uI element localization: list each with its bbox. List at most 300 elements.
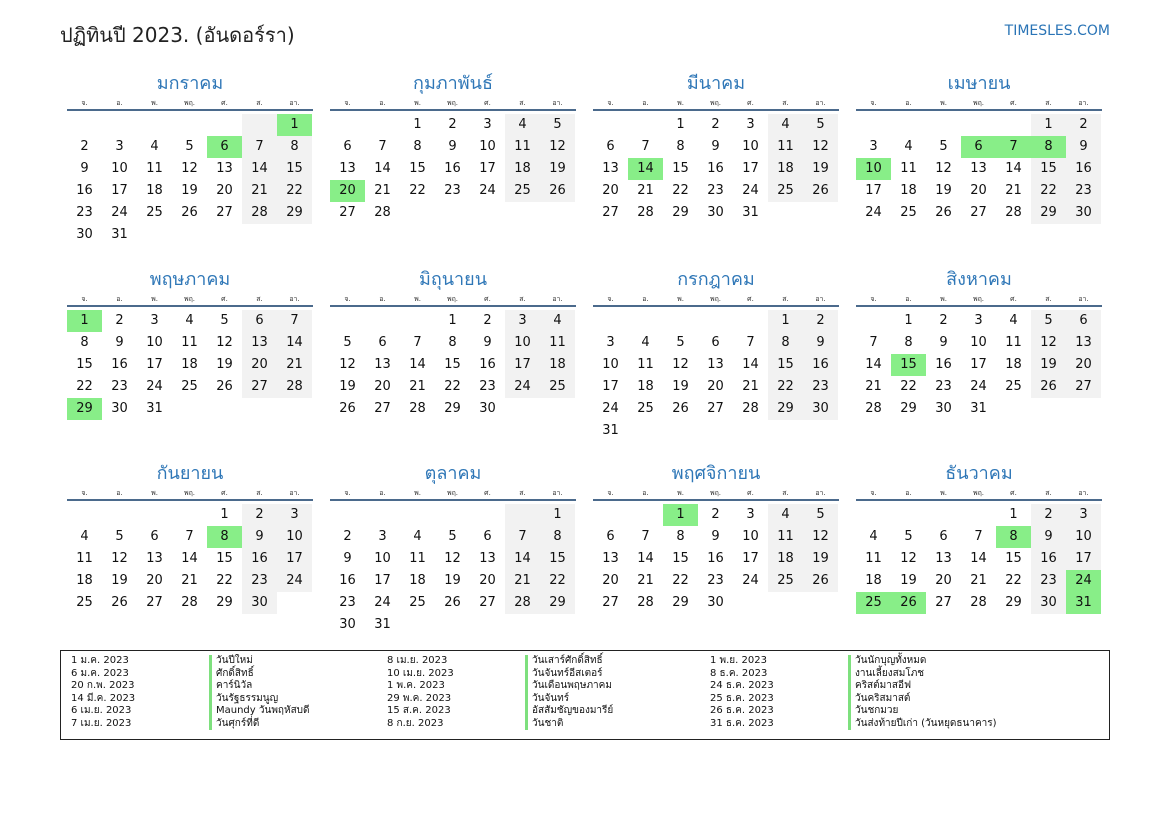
day-cell[interactable]: 15: [216, 551, 233, 566]
day-cell[interactable]: 30: [1031, 592, 1066, 614]
day-cell[interactable]: 5: [343, 335, 352, 350]
day-cell[interactable]: 21: [374, 183, 391, 198]
day-cell[interactable]: 25: [637, 401, 654, 416]
day-cell[interactable]: 5: [803, 504, 838, 526]
day-cell[interactable]: 15: [768, 354, 803, 376]
day-cell[interactable]: 6: [961, 136, 996, 158]
day-cell[interactable]: 12: [339, 357, 356, 372]
day-cell[interactable]: 25: [900, 205, 917, 220]
day-cell[interactable]: 4: [540, 310, 575, 332]
day-cell[interactable]: 10: [856, 158, 891, 180]
day-cell[interactable]: 27: [970, 205, 987, 220]
day-cell[interactable]: 3: [483, 117, 492, 132]
day-cell[interactable]: 28: [242, 202, 277, 224]
day-cell[interactable]: 6: [939, 529, 948, 544]
day-cell[interactable]: 10: [146, 335, 163, 350]
day-cell[interactable]: 20: [970, 183, 987, 198]
day-cell[interactable]: 22: [672, 183, 689, 198]
day-cell[interactable]: 21: [505, 570, 540, 592]
day-cell[interactable]: 20: [216, 183, 233, 198]
day-cell[interactable]: 3: [746, 117, 755, 132]
day-cell[interactable]: 28: [970, 595, 987, 610]
day-cell[interactable]: 26: [672, 401, 689, 416]
day-cell[interactable]: 19: [900, 573, 917, 588]
day-cell[interactable]: 26: [803, 570, 838, 592]
day-cell[interactable]: 27: [374, 401, 391, 416]
day-cell[interactable]: 23: [1066, 180, 1101, 202]
day-cell[interactable]: 11: [146, 161, 163, 176]
day-cell[interactable]: 16: [707, 161, 724, 176]
day-cell[interactable]: 10: [479, 139, 496, 154]
day-cell[interactable]: 5: [939, 139, 948, 154]
day-cell[interactable]: 26: [111, 595, 128, 610]
day-cell[interactable]: 26: [935, 205, 952, 220]
day-cell[interactable]: 1: [540, 504, 575, 526]
day-cell[interactable]: 22: [277, 180, 312, 202]
day-cell[interactable]: 5: [540, 114, 575, 136]
day-cell[interactable]: 4: [150, 139, 159, 154]
day-cell[interactable]: 28: [181, 595, 198, 610]
day-cell[interactable]: 11: [505, 136, 540, 158]
day-cell[interactable]: 29: [216, 595, 233, 610]
day-cell[interactable]: 25: [540, 376, 575, 398]
day-cell[interactable]: 26: [181, 205, 198, 220]
day-cell[interactable]: 9: [1031, 526, 1066, 548]
day-cell[interactable]: 26: [540, 180, 575, 202]
day-cell[interactable]: 10: [602, 357, 619, 372]
day-cell[interactable]: 22: [768, 376, 803, 398]
day-cell[interactable]: 18: [865, 573, 882, 588]
day-cell[interactable]: 13: [970, 161, 987, 176]
day-cell[interactable]: 13: [339, 161, 356, 176]
day-cell[interactable]: 28: [277, 376, 312, 398]
day-cell[interactable]: 18: [900, 183, 917, 198]
day-cell[interactable]: 3: [869, 139, 878, 154]
day-cell[interactable]: 14: [637, 551, 654, 566]
day-cell[interactable]: 11: [1005, 335, 1022, 350]
day-cell[interactable]: 20: [479, 573, 496, 588]
day-cell[interactable]: 22: [76, 379, 93, 394]
day-cell[interactable]: 23: [803, 376, 838, 398]
day-cell[interactable]: 24: [970, 379, 987, 394]
day-cell[interactable]: 4: [768, 504, 803, 526]
day-cell[interactable]: 8: [207, 526, 242, 548]
day-cell[interactable]: 19: [803, 548, 838, 570]
day-cell[interactable]: 24: [479, 183, 496, 198]
day-cell[interactable]: 10: [277, 526, 312, 548]
day-cell[interactable]: 15: [672, 551, 689, 566]
day-cell[interactable]: 4: [80, 529, 89, 544]
day-cell[interactable]: 2: [711, 117, 720, 132]
day-cell[interactable]: 14: [181, 551, 198, 566]
day-cell[interactable]: 9: [343, 551, 352, 566]
day-cell[interactable]: 15: [540, 548, 575, 570]
day-cell[interactable]: 11: [181, 335, 198, 350]
day-cell[interactable]: 1: [277, 114, 312, 136]
day-cell[interactable]: 14: [277, 332, 312, 354]
day-cell[interactable]: 6: [606, 139, 615, 154]
day-cell[interactable]: 22: [540, 570, 575, 592]
day-cell[interactable]: 17: [742, 161, 759, 176]
day-cell[interactable]: 2: [1066, 114, 1101, 136]
day-cell[interactable]: 10: [742, 139, 759, 154]
day-cell[interactable]: 21: [409, 379, 426, 394]
day-cell[interactable]: 26: [216, 379, 233, 394]
day-cell[interactable]: 23: [707, 573, 724, 588]
day-cell[interactable]: 23: [935, 379, 952, 394]
day-cell[interactable]: 14: [742, 357, 759, 372]
day-cell[interactable]: 25: [768, 180, 803, 202]
day-cell[interactable]: 29: [1005, 595, 1022, 610]
day-cell[interactable]: 20: [602, 183, 619, 198]
day-cell[interactable]: 4: [869, 529, 878, 544]
day-cell[interactable]: 8: [80, 335, 89, 350]
day-cell[interactable]: 9: [803, 332, 838, 354]
day-cell[interactable]: 9: [242, 526, 277, 548]
day-cell[interactable]: 7: [746, 335, 755, 350]
day-cell[interactable]: 27: [1066, 376, 1101, 398]
day-cell[interactable]: 10: [374, 551, 391, 566]
day-cell[interactable]: 22: [672, 573, 689, 588]
day-cell[interactable]: 16: [935, 357, 952, 372]
day-cell[interactable]: 1: [67, 310, 102, 332]
day-cell[interactable]: 31: [374, 617, 391, 632]
day-cell[interactable]: 14: [1005, 161, 1022, 176]
day-cell[interactable]: 2: [711, 507, 720, 522]
day-cell[interactable]: 28: [865, 401, 882, 416]
day-cell[interactable]: 17: [374, 573, 391, 588]
day-cell[interactable]: 29: [444, 401, 461, 416]
day-cell[interactable]: 19: [111, 573, 128, 588]
day-cell[interactable]: 9: [1066, 136, 1101, 158]
day-cell[interactable]: 27: [339, 205, 356, 220]
day-cell[interactable]: 8: [768, 332, 803, 354]
day-cell[interactable]: 29: [672, 595, 689, 610]
day-cell[interactable]: 14: [242, 158, 277, 180]
day-cell[interactable]: 1: [1009, 507, 1018, 522]
day-cell[interactable]: 12: [540, 136, 575, 158]
day-cell[interactable]: 21: [637, 183, 654, 198]
day-cell[interactable]: 25: [768, 570, 803, 592]
day-cell[interactable]: 22: [900, 379, 917, 394]
day-cell[interactable]: 18: [76, 573, 93, 588]
day-cell[interactable]: 20: [146, 573, 163, 588]
day-cell[interactable]: 7: [242, 136, 277, 158]
day-cell[interactable]: 30: [1066, 202, 1101, 224]
day-cell[interactable]: 19: [339, 379, 356, 394]
day-cell[interactable]: 11: [900, 161, 917, 176]
day-cell[interactable]: 13: [935, 551, 952, 566]
day-cell[interactable]: 31: [602, 423, 619, 438]
day-cell[interactable]: 5: [904, 529, 913, 544]
day-cell[interactable]: 2: [80, 139, 89, 154]
day-cell[interactable]: 22: [444, 379, 461, 394]
day-cell[interactable]: 12: [803, 526, 838, 548]
day-cell[interactable]: 6: [242, 310, 277, 332]
day-cell[interactable]: 27: [216, 205, 233, 220]
day-cell[interactable]: 7: [641, 139, 650, 154]
day-cell[interactable]: 13: [146, 551, 163, 566]
day-cell[interactable]: 6: [606, 529, 615, 544]
day-cell[interactable]: 20: [242, 354, 277, 376]
day-cell[interactable]: 12: [672, 357, 689, 372]
day-cell[interactable]: 5: [185, 139, 194, 154]
day-cell[interactable]: 28: [505, 592, 540, 614]
day-cell[interactable]: 23: [1031, 570, 1066, 592]
day-cell[interactable]: 28: [742, 401, 759, 416]
day-cell[interactable]: 16: [1031, 548, 1066, 570]
day-cell[interactable]: 18: [505, 158, 540, 180]
day-cell[interactable]: 30: [242, 592, 277, 614]
day-cell[interactable]: 8: [413, 139, 422, 154]
day-cell[interactable]: 23: [444, 183, 461, 198]
day-cell[interactable]: 2: [1031, 504, 1066, 526]
day-cell[interactable]: 12: [216, 335, 233, 350]
day-cell[interactable]: 4: [641, 335, 650, 350]
day-cell[interactable]: 22: [409, 183, 426, 198]
day-cell[interactable]: 5: [803, 114, 838, 136]
day-cell[interactable]: 7: [996, 136, 1031, 158]
day-cell[interactable]: 29: [540, 592, 575, 614]
day-cell[interactable]: 8: [1031, 136, 1066, 158]
day-cell[interactable]: 9: [115, 335, 124, 350]
day-cell[interactable]: 7: [413, 335, 422, 350]
day-cell[interactable]: 16: [1066, 158, 1101, 180]
day-cell[interactable]: 23: [479, 379, 496, 394]
day-cell[interactable]: 26: [444, 595, 461, 610]
day-cell[interactable]: 12: [935, 161, 952, 176]
day-cell[interactable]: 3: [505, 310, 540, 332]
day-cell[interactable]: 7: [185, 529, 194, 544]
day-cell[interactable]: 15: [672, 161, 689, 176]
day-cell[interactable]: 25: [181, 379, 198, 394]
day-cell[interactable]: 19: [803, 158, 838, 180]
day-cell[interactable]: 6: [1066, 310, 1101, 332]
day-cell[interactable]: 4: [1009, 313, 1018, 328]
day-cell[interactable]: 28: [1005, 205, 1022, 220]
day-cell[interactable]: 23: [76, 205, 93, 220]
day-cell[interactable]: 13: [1066, 332, 1101, 354]
day-cell[interactable]: 31: [1066, 592, 1101, 614]
day-cell[interactable]: 6: [378, 335, 387, 350]
day-cell[interactable]: 25: [856, 592, 891, 614]
day-cell[interactable]: 29: [900, 401, 917, 416]
day-cell[interactable]: 14: [865, 357, 882, 372]
day-cell[interactable]: 20: [1066, 354, 1101, 376]
day-cell[interactable]: 13: [374, 357, 391, 372]
day-cell[interactable]: 27: [935, 595, 952, 610]
day-cell[interactable]: 13: [602, 161, 619, 176]
day-cell[interactable]: 19: [216, 357, 233, 372]
day-cell[interactable]: 16: [242, 548, 277, 570]
day-cell[interactable]: 9: [711, 529, 720, 544]
day-cell[interactable]: 27: [707, 401, 724, 416]
day-cell[interactable]: 27: [242, 376, 277, 398]
day-cell[interactable]: 29: [672, 205, 689, 220]
day-cell[interactable]: 5: [1031, 310, 1066, 332]
day-cell[interactable]: 11: [76, 551, 93, 566]
day-cell[interactable]: 1: [413, 117, 422, 132]
day-cell[interactable]: 16: [76, 183, 93, 198]
day-cell[interactable]: 31: [742, 205, 759, 220]
day-cell[interactable]: 24: [374, 595, 391, 610]
day-cell[interactable]: 8: [996, 526, 1031, 548]
day-cell[interactable]: 22: [216, 573, 233, 588]
day-cell[interactable]: 29: [1031, 202, 1066, 224]
day-cell[interactable]: 18: [768, 158, 803, 180]
day-cell[interactable]: 1: [220, 507, 229, 522]
day-cell[interactable]: 10: [111, 161, 128, 176]
day-cell[interactable]: 1: [448, 313, 457, 328]
day-cell[interactable]: 23: [707, 183, 724, 198]
day-cell[interactable]: 30: [339, 617, 356, 632]
day-cell[interactable]: 9: [711, 139, 720, 154]
day-cell[interactable]: 7: [974, 529, 983, 544]
day-cell[interactable]: 28: [637, 205, 654, 220]
day-cell[interactable]: 16: [111, 357, 128, 372]
day-cell[interactable]: 30: [111, 401, 128, 416]
day-cell[interactable]: 10: [970, 335, 987, 350]
day-cell[interactable]: 17: [277, 548, 312, 570]
day-cell[interactable]: 25: [146, 205, 163, 220]
day-cell[interactable]: 18: [181, 357, 198, 372]
day-cell[interactable]: 30: [803, 398, 838, 420]
day-cell[interactable]: 28: [409, 401, 426, 416]
day-cell[interactable]: 9: [448, 139, 457, 154]
day-cell[interactable]: 24: [865, 205, 882, 220]
day-cell[interactable]: 16: [479, 357, 496, 372]
day-cell[interactable]: 13: [602, 551, 619, 566]
day-cell[interactable]: 30: [76, 227, 93, 242]
day-cell[interactable]: 25: [505, 180, 540, 202]
day-cell[interactable]: 1: [663, 504, 698, 526]
day-cell[interactable]: 2: [115, 313, 124, 328]
day-cell[interactable]: 19: [540, 158, 575, 180]
day-cell[interactable]: 15: [1031, 158, 1066, 180]
day-cell[interactable]: 17: [146, 357, 163, 372]
day-cell[interactable]: 21: [865, 379, 882, 394]
day-cell[interactable]: 28: [374, 205, 391, 220]
day-cell[interactable]: 23: [242, 570, 277, 592]
day-cell[interactable]: 10: [1066, 526, 1101, 548]
day-cell[interactable]: 3: [378, 529, 387, 544]
day-cell[interactable]: 24: [602, 401, 619, 416]
day-cell[interactable]: 5: [448, 529, 457, 544]
day-cell[interactable]: 12: [1031, 332, 1066, 354]
day-cell[interactable]: 11: [768, 136, 803, 158]
day-cell[interactable]: 21: [277, 354, 312, 376]
day-cell[interactable]: 24: [742, 573, 759, 588]
day-cell[interactable]: 8: [277, 136, 312, 158]
day-cell[interactable]: 26: [1031, 376, 1066, 398]
day-cell[interactable]: 11: [768, 526, 803, 548]
day-cell[interactable]: 9: [80, 161, 89, 176]
day-cell[interactable]: 20: [602, 573, 619, 588]
day-cell[interactable]: 19: [935, 183, 952, 198]
day-cell[interactable]: 3: [115, 139, 124, 154]
day-cell[interactable]: 21: [970, 573, 987, 588]
day-cell[interactable]: 11: [409, 551, 426, 566]
day-cell[interactable]: 27: [602, 205, 619, 220]
day-cell[interactable]: 1: [904, 313, 913, 328]
day-cell[interactable]: 25: [409, 595, 426, 610]
day-cell[interactable]: 17: [505, 354, 540, 376]
day-cell[interactable]: 5: [115, 529, 124, 544]
day-cell[interactable]: 16: [339, 573, 356, 588]
day-cell[interactable]: 1: [676, 117, 685, 132]
day-cell[interactable]: 2: [343, 529, 352, 544]
day-cell[interactable]: 15: [277, 158, 312, 180]
day-cell[interactable]: 17: [479, 161, 496, 176]
day-cell[interactable]: 7: [277, 310, 312, 332]
day-cell[interactable]: 6: [150, 529, 159, 544]
day-cell[interactable]: 7: [869, 335, 878, 350]
day-cell[interactable]: 17: [865, 183, 882, 198]
day-cell[interactable]: 4: [768, 114, 803, 136]
day-cell[interactable]: 12: [803, 136, 838, 158]
day-cell[interactable]: 16: [803, 354, 838, 376]
day-cell[interactable]: 15: [891, 354, 926, 376]
day-cell[interactable]: 2: [483, 313, 492, 328]
day-cell[interactable]: 3: [746, 507, 755, 522]
day-cell[interactable]: 10: [742, 529, 759, 544]
day-cell[interactable]: 19: [1031, 354, 1066, 376]
day-cell[interactable]: 18: [540, 354, 575, 376]
day-cell[interactable]: 27: [146, 595, 163, 610]
day-cell[interactable]: 20: [374, 379, 391, 394]
day-cell[interactable]: 11: [865, 551, 882, 566]
day-cell[interactable]: 31: [970, 401, 987, 416]
day-cell[interactable]: 22: [1005, 573, 1022, 588]
day-cell[interactable]: 12: [444, 551, 461, 566]
day-cell[interactable]: 2: [939, 313, 948, 328]
day-cell[interactable]: 15: [1005, 551, 1022, 566]
day-cell[interactable]: 12: [181, 161, 198, 176]
day-cell[interactable]: 20: [935, 573, 952, 588]
day-cell[interactable]: 24: [111, 205, 128, 220]
day-cell[interactable]: 14: [628, 158, 663, 180]
day-cell[interactable]: 2: [448, 117, 457, 132]
day-cell[interactable]: 29: [768, 398, 803, 420]
day-cell[interactable]: 23: [111, 379, 128, 394]
day-cell[interactable]: 30: [707, 595, 724, 610]
day-cell[interactable]: 18: [146, 183, 163, 198]
day-cell[interactable]: 30: [479, 401, 496, 416]
day-cell[interactable]: 4: [185, 313, 194, 328]
day-cell[interactable]: 8: [540, 526, 575, 548]
day-cell[interactable]: 19: [181, 183, 198, 198]
day-cell[interactable]: 7: [641, 529, 650, 544]
day-cell[interactable]: 23: [339, 595, 356, 610]
day-cell[interactable]: 14: [409, 357, 426, 372]
day-cell[interactable]: 3: [974, 313, 983, 328]
day-cell[interactable]: 19: [672, 379, 689, 394]
day-cell[interactable]: 6: [483, 529, 492, 544]
day-cell[interactable]: 9: [483, 335, 492, 350]
day-cell[interactable]: 14: [374, 161, 391, 176]
day-cell[interactable]: 24: [277, 570, 312, 592]
day-cell[interactable]: 27: [602, 595, 619, 610]
day-cell[interactable]: 14: [505, 548, 540, 570]
day-cell[interactable]: 5: [676, 335, 685, 350]
day-cell[interactable]: 8: [676, 529, 685, 544]
day-cell[interactable]: 14: [970, 551, 987, 566]
day-cell[interactable]: 26: [803, 180, 838, 202]
day-cell[interactable]: 26: [891, 592, 926, 614]
day-cell[interactable]: 6: [343, 139, 352, 154]
day-cell[interactable]: 11: [637, 357, 654, 372]
day-cell[interactable]: 30: [935, 401, 952, 416]
